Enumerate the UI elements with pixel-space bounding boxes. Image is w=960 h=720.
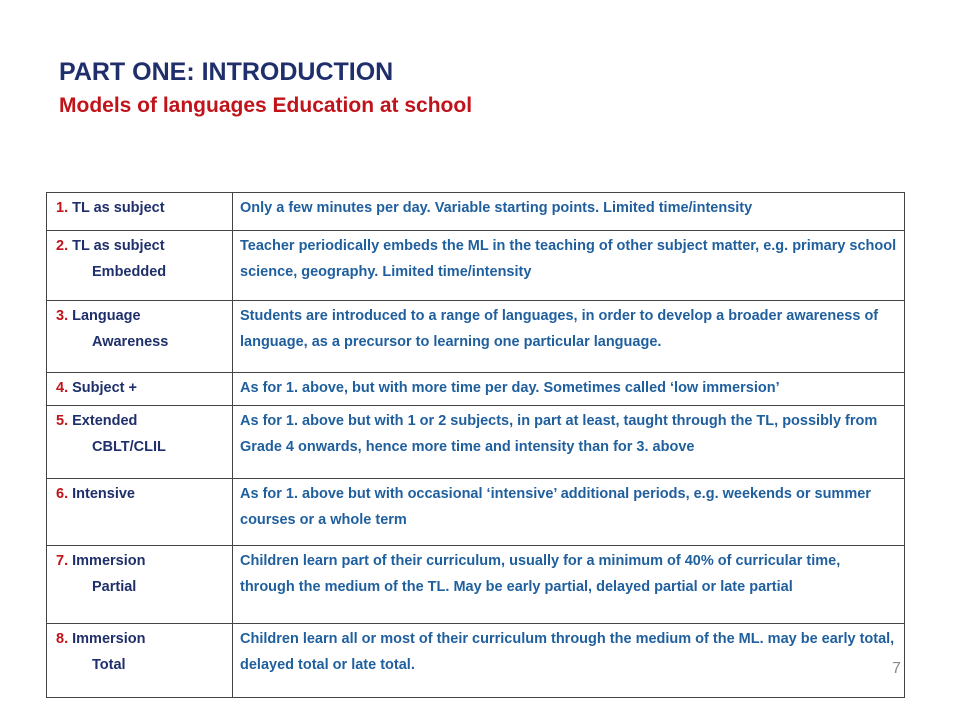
model-label-cell bbox=[47, 624, 233, 698]
model-description: As for 1. above but with occasional ‘intensive’ additional periods, e.g. weekends or summer courses or a whole term bbox=[233, 479, 905, 546]
model-label-cell bbox=[47, 373, 233, 406]
model-sublabel: Embedded bbox=[92, 264, 167, 280]
model-label-cell bbox=[47, 406, 233, 479]
page-number: 7 bbox=[892, 660, 901, 677]
model-number: 4. bbox=[56, 380, 69, 396]
table-row bbox=[47, 373, 905, 406]
model-description: Teacher periodically embeds the ML in the teaching of other subject matter, e.g. primary school science, geography. Limited time/intensity bbox=[233, 231, 905, 301]
model-number: 3. bbox=[56, 308, 69, 324]
model-description: Children learn part of their curriculum, usually for a minimum of 40% of curricular time, through the medium of the TL. May be early partial, delayed partial or late partial bbox=[233, 546, 905, 624]
table-row bbox=[47, 406, 905, 479]
model-label: Subject + bbox=[72, 380, 137, 396]
table-row bbox=[47, 301, 905, 373]
model-label-cell bbox=[47, 479, 233, 546]
models-table bbox=[46, 192, 905, 698]
model-label-cell bbox=[47, 231, 233, 301]
model-label-cell bbox=[47, 301, 233, 373]
model-number: 2. bbox=[56, 238, 69, 254]
model-number: 5. bbox=[56, 413, 69, 429]
model-description: Children learn all or most of their curriculum through the medium of the ML. may be early total, delayed total or late total. bbox=[233, 624, 905, 698]
table-row bbox=[47, 479, 905, 546]
slide-title: PART ONE: INTRODUCTION bbox=[59, 58, 394, 86]
table-row bbox=[47, 546, 905, 624]
model-sublabel: CBLT/CLIL bbox=[92, 439, 166, 455]
model-label: TL as subject bbox=[72, 200, 165, 216]
model-sublabel: Total bbox=[92, 657, 126, 673]
model-label: Language bbox=[72, 308, 141, 324]
slide-subtitle: Models of languages Education at school bbox=[59, 94, 473, 117]
table-row bbox=[47, 193, 905, 231]
model-label: TL as subject bbox=[72, 238, 165, 254]
model-description: As for 1. above, but with more time per day. Sometimes called ‘low immersion’ bbox=[233, 373, 905, 406]
model-label-cell bbox=[47, 546, 233, 624]
model-description: Only a few minutes per day. Variable starting points. Limited time/intensity bbox=[233, 193, 905, 231]
table-row bbox=[47, 231, 905, 301]
model-number: 1. bbox=[56, 200, 69, 216]
model-sublabel: Awareness bbox=[92, 334, 169, 350]
model-label: Intensive bbox=[72, 486, 135, 502]
model-number: 8. bbox=[56, 631, 69, 647]
model-sublabel: Partial bbox=[92, 579, 137, 595]
model-label: Extended bbox=[72, 413, 138, 429]
model-label: Immersion bbox=[72, 631, 146, 647]
model-label-cell bbox=[47, 193, 233, 231]
model-description: Students are introduced to a range of languages, in order to develop a broader awareness of language, as a precursor to learning one particular language. bbox=[233, 301, 905, 373]
model-number: 7. bbox=[56, 553, 69, 569]
model-number: 6. bbox=[56, 486, 69, 502]
table-row bbox=[47, 624, 905, 698]
model-label: Immersion bbox=[72, 553, 146, 569]
model-description: As for 1. above but with 1 or 2 subjects, in part at least, taught through the TL, possibly from Grade 4 onwards, hence more time and intensity than for 3. above bbox=[233, 406, 905, 479]
